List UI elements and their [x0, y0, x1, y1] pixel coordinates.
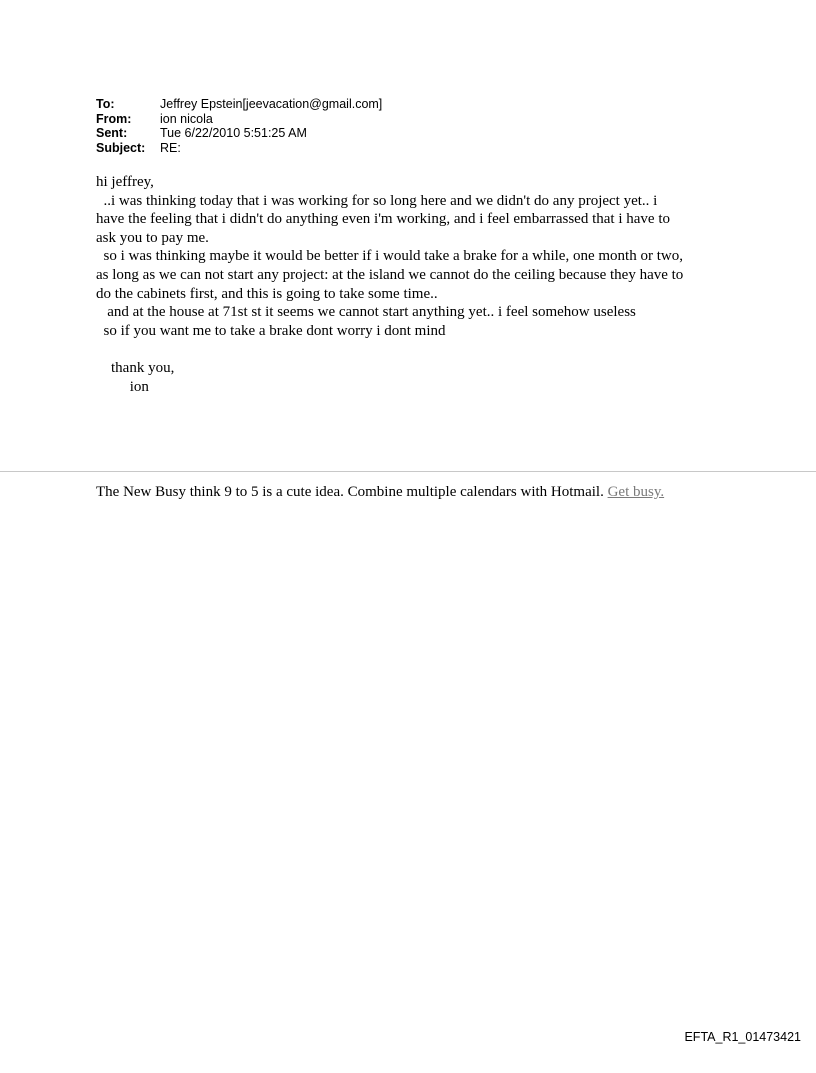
- body-line: and at the house at 71st st it seems we cannot start anything yet.. i feel somehow useless: [96, 304, 636, 321]
- from-label: From:: [96, 111, 132, 126]
- body-line: have the feeling that i didn't do anything even i'm working, and i feel embarrassed that i have to: [96, 211, 670, 228]
- body-line: so if you want me to take a brake dont worry i dont mind: [96, 322, 446, 339]
- from-value: ion nicola: [160, 111, 213, 126]
- get-busy-link[interactable]: Get busy.: [607, 484, 665, 500]
- document-id: EFTA_R1_01473421: [684, 1030, 801, 1044]
- to-label: To:: [96, 97, 115, 111]
- body-line: ..i was thinking today that i was working for so long here and we didn't do any project yet.. i: [96, 192, 658, 209]
- sent-label: Sent:: [96, 126, 128, 140]
- body-line-blank: [96, 340, 736, 359]
- subject-label: Subject:: [96, 140, 146, 155]
- subject-row: [96, 141, 382, 156]
- body-line: hi jeffrey,: [96, 174, 154, 190]
- email-header: [96, 97, 382, 155]
- subject-value: RE:: [160, 140, 181, 155]
- footer-text: The New Busy think 9 to 5 is a cute idea. Combine multiple calendars with Hotmail.: [96, 484, 608, 500]
- body-line: do the cabinets first, and this is going to take some time..: [96, 285, 438, 302]
- to-row: [96, 97, 382, 112]
- to-value: Jeffrey Epstein[jeevacation@gmail.com]: [160, 97, 383, 111]
- footer-divider: [0, 471, 816, 472]
- body-line: as long as we can not start any project: at the island we cannot do the ceiling because they have to: [96, 266, 684, 283]
- sent-row: [96, 126, 382, 141]
- hotmail-footer: [96, 483, 664, 501]
- from-row: [96, 112, 382, 127]
- email-body: [96, 173, 736, 396]
- sent-value: Tue 6/22/2010 5:51:25 AM: [160, 126, 307, 140]
- body-line: so i was thinking maybe it would be better if i would take a brake for a while, one month or two,: [96, 248, 683, 265]
- body-line-signature: ion: [96, 378, 149, 395]
- body-line: ask you to pay me.: [96, 229, 209, 246]
- body-line-signoff: thank you,: [96, 359, 175, 376]
